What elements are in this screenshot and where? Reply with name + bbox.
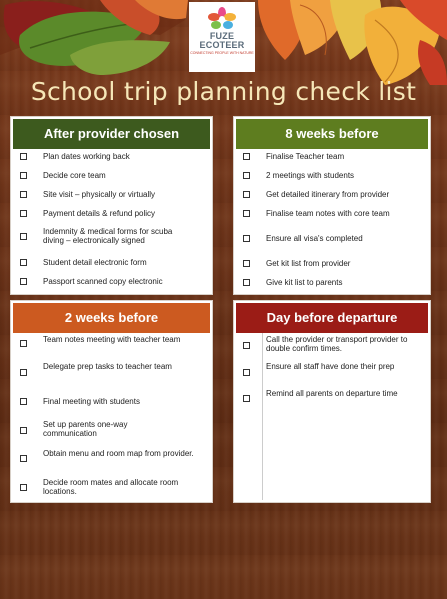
checkbox[interactable] (243, 153, 250, 160)
checkbox[interactable] (20, 398, 27, 405)
item-label: Call the provider or transport provider to double confirm times. (266, 335, 408, 353)
checkbox[interactable] (243, 342, 250, 349)
panel-header: 2 weeks before (13, 303, 210, 333)
checkbox[interactable] (20, 455, 27, 462)
column-divider (262, 333, 263, 500)
item-label: Decide core team (43, 171, 106, 180)
item-label: Finalise Teacher team (266, 152, 345, 161)
checkbox[interactable] (243, 172, 250, 179)
logo-line-1: FUZE (209, 31, 235, 41)
item-label: Payment details & refund policy (43, 209, 156, 218)
item-label: Obtain menu and room map from provider. (43, 449, 194, 458)
checkbox[interactable] (20, 191, 27, 198)
item-label: 2 meetings with students (266, 171, 355, 180)
logo-line-2: ECOTEER (199, 40, 245, 50)
panel-header: After provider chosen (13, 119, 210, 149)
checkbox[interactable] (20, 210, 27, 217)
item-label: Ensure all visa's completed (266, 234, 363, 243)
checkbox[interactable] (20, 153, 27, 160)
panel-after-provider-chosen (10, 116, 213, 295)
checkbox[interactable] (20, 484, 27, 491)
checkbox[interactable] (243, 369, 250, 376)
panel-8-weeks-before (233, 116, 431, 295)
checkbox[interactable] (243, 395, 250, 402)
item-label: Get detailed itinerary from provider (266, 190, 390, 199)
panel-header: 8 weeks before (236, 119, 428, 149)
fuze-ecoteer-logo (189, 2, 255, 72)
item-label: Plan dates working back (43, 152, 130, 161)
checkbox[interactable] (243, 191, 250, 198)
logo-tagline: CONNECTING PEOPLE WITH NATURE (190, 51, 254, 55)
item-label: Get kit list from provider (266, 259, 351, 268)
item-label: Site visit – physically or virtually (43, 190, 156, 199)
checkbox[interactable] (20, 278, 27, 285)
checkbox[interactable] (20, 369, 27, 376)
flower-logo-icon (204, 6, 240, 32)
panel-2-weeks-before (10, 300, 213, 503)
panel-day-before-departure (233, 300, 431, 503)
checkbox[interactable] (20, 233, 27, 240)
item-label: Delegate prep tasks to teacher team (43, 362, 172, 371)
item-label: Indemnity & medical forms for scuba diving – electronically signed (43, 227, 173, 245)
checkbox[interactable] (20, 172, 27, 179)
checkbox[interactable] (20, 259, 27, 266)
checkbox[interactable] (243, 279, 250, 286)
item-label: Finalise team notes with core team (266, 209, 390, 218)
checkbox[interactable] (243, 235, 250, 242)
item-label: Remind all parents on departure time (266, 389, 398, 398)
checkbox[interactable] (243, 210, 250, 217)
item-label: Set up parents one-way communication (43, 420, 128, 438)
item-label: Give kit list to parents (266, 278, 343, 287)
item-label: Passport scanned copy electronic (43, 277, 163, 286)
item-label: Decide room mates and allocate room locations. (43, 478, 179, 496)
checkbox[interactable] (20, 427, 27, 434)
item-label: Team notes meeting with teacher team (43, 335, 181, 344)
panel-header: Day before departure (236, 303, 428, 333)
checkbox[interactable] (243, 260, 250, 267)
item-label: Ensure all staff have done their prep (266, 362, 395, 371)
item-label: Final meeting with students (43, 397, 140, 406)
checkbox[interactable] (20, 340, 27, 347)
item-label: Student detail electronic form (43, 258, 147, 267)
page-title: School trip planning check list (30, 77, 417, 106)
